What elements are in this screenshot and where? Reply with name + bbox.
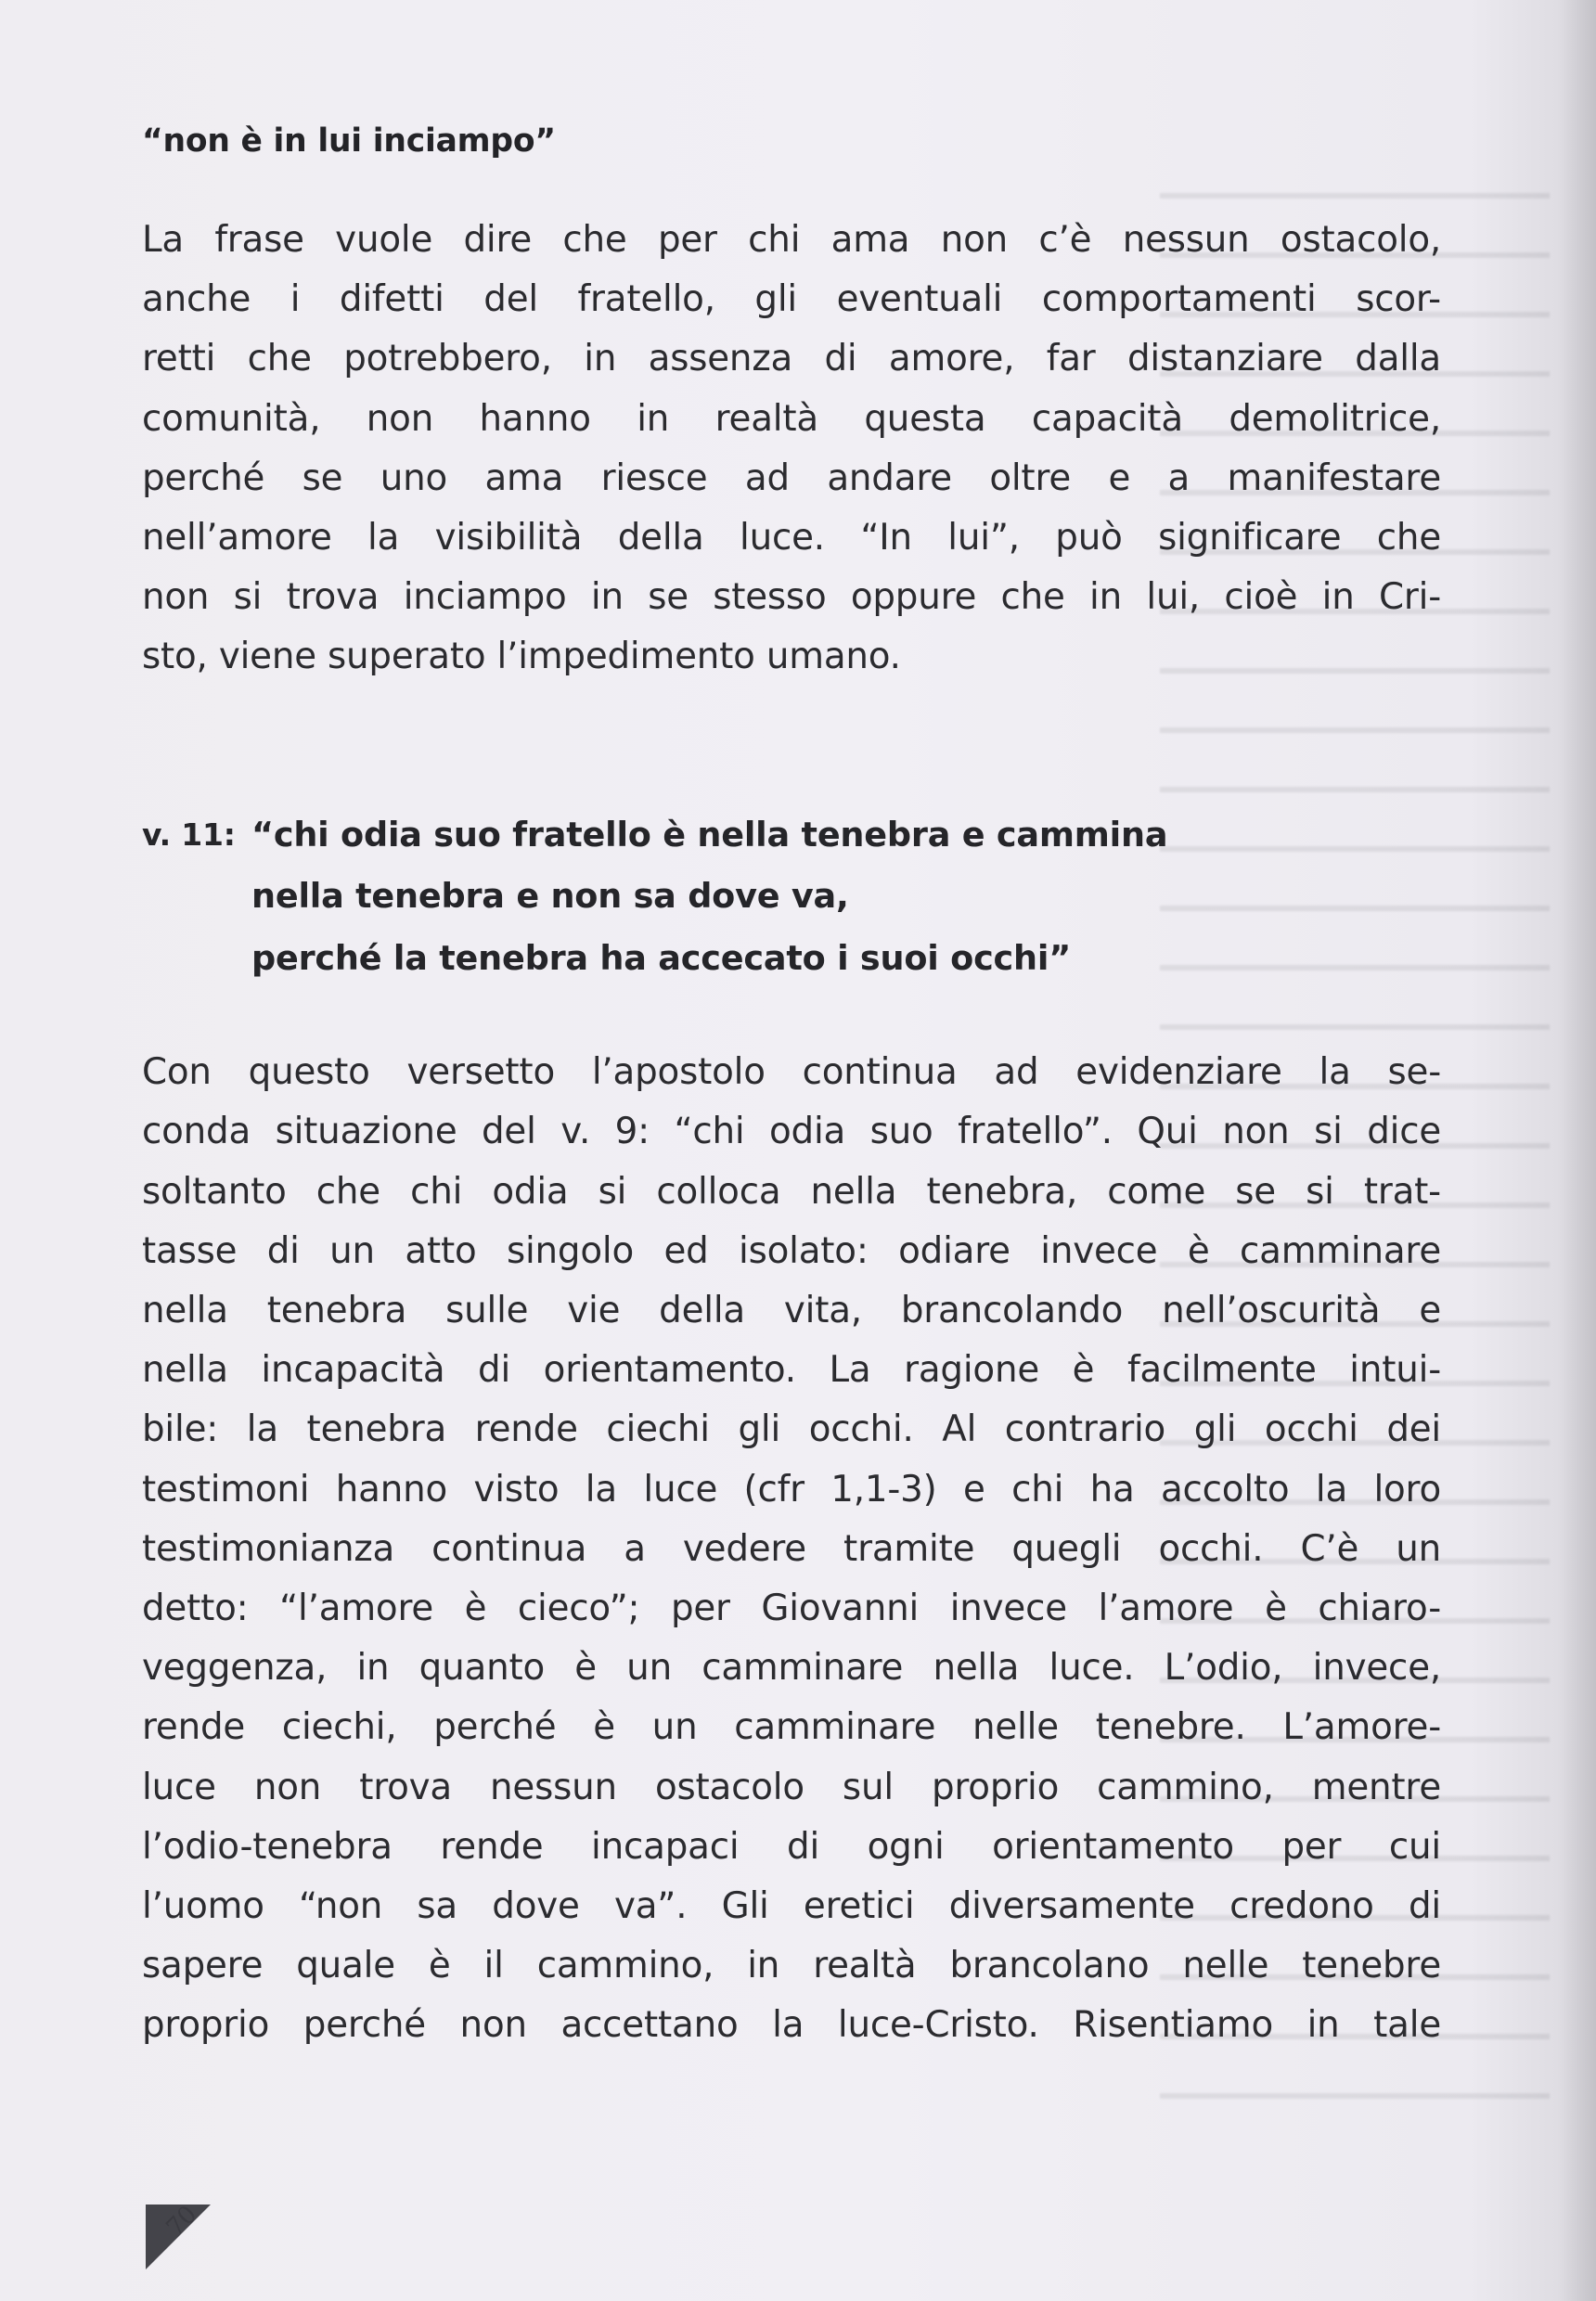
verse-line: perché la tenebra ha accecato i suoi occhi” bbox=[251, 937, 1072, 978]
paragraph-line: non si trova inciampo in se stesso oppure che in lui, cioè in Cri- bbox=[142, 576, 1441, 619]
paragraph-line: retti che potrebbero, in assenza di amore, far distanziare dalla bbox=[142, 338, 1441, 380]
paragraph-line: sto, viene superato l’impedimento umano. bbox=[142, 636, 901, 678]
paragraph-line: veggenza, in quanto è un camminare nella luce. L’odio, invece, bbox=[142, 1647, 1441, 1690]
verse-block bbox=[142, 804, 1441, 990]
paragraph-line: anche i difetti del fratello, gli eventuali comportamenti scor- bbox=[142, 278, 1441, 321]
verse-number: v. 11: bbox=[142, 816, 236, 853]
paragraph-line: nella incapacità di orientamento. La ragione è facilmente intui- bbox=[142, 1349, 1441, 1392]
paragraph-line: nell’amore la visibilità della luce. “In lui”, può significare che bbox=[142, 517, 1441, 559]
paragraph-line: Con questo versetto l’apostolo continua ad evidenziare la se- bbox=[142, 1051, 1441, 1094]
paragraph-line: comunità, non hanno in realtà questa capacità demolitrice, bbox=[142, 397, 1441, 440]
page-number: 70 bbox=[161, 2200, 203, 2243]
paragraph-line: conda situazione del v. 9: “chi odia suo fratello”. Qui non si dice bbox=[142, 1111, 1441, 1153]
paragraph-1 bbox=[142, 211, 1441, 688]
paragraph-line: soltanto che chi odia si colloca nella tenebra, come se si trat- bbox=[142, 1170, 1441, 1213]
paragraph-line: bile: la tenebra rende ciechi gli occhi. Al contrario gli occhi dei bbox=[142, 1408, 1441, 1451]
section-heading: “non è in lui inciampo” bbox=[142, 122, 556, 160]
paragraph-2 bbox=[142, 1043, 1441, 2055]
paragraph-line: rende ciechi, perché è un camminare nelle tenebre. L’amore- bbox=[142, 1706, 1441, 1749]
page-content bbox=[142, 111, 1441, 2056]
page-edge-shadow bbox=[1559, 0, 1596, 2301]
paragraph-line: La frase vuole dire che per chi ama non c’è nessun ostacolo, bbox=[142, 219, 1441, 261]
verse-first-row bbox=[142, 804, 1441, 867]
paragraph-line: testimoni hanno visto la luce (cfr 1,1-3) e chi ha accolto la loro bbox=[142, 1468, 1441, 1510]
paragraph-line: l’odio-tenebra rende incapaci di ogni orientamento per cui bbox=[142, 1825, 1441, 1868]
paragraph-line: detto: “l’amore è cieco”; per Giovanni invece l’amore è chiaro- bbox=[142, 1587, 1441, 1629]
paragraph-line: testimonianza continua a vedere tramite quegli occhi. C’è un bbox=[142, 1527, 1441, 1570]
verse-line: “chi odia suo fratello è nella tenebra e cammina bbox=[251, 814, 1168, 855]
paragraph-line: perché se uno ama riesce ad andare oltre e a manifestare bbox=[142, 456, 1441, 499]
paragraph-line: l’uomo “non sa dove va”. Gli eretici diversamente credono di bbox=[142, 1884, 1441, 1927]
paragraph-line: sapere quale è il cammino, in realtà brancolano nelle tenebre bbox=[142, 1945, 1441, 1987]
paragraph-line: proprio perché non accettano la luce-Cristo. Risentiamo in tale bbox=[142, 2004, 1441, 2047]
verse-line: nella tenebra e non sa dove va, bbox=[251, 876, 849, 917]
paragraph-line: luce non trova nessun ostacolo sul proprio cammino, mentre bbox=[142, 1766, 1441, 1808]
paragraph-line: nella tenebra sulle vie della vita, brancolando nell’oscurità e bbox=[142, 1289, 1441, 1331]
paragraph-line: tasse di un atto singolo ed isolato: odiare invece è camminare bbox=[142, 1229, 1441, 1272]
